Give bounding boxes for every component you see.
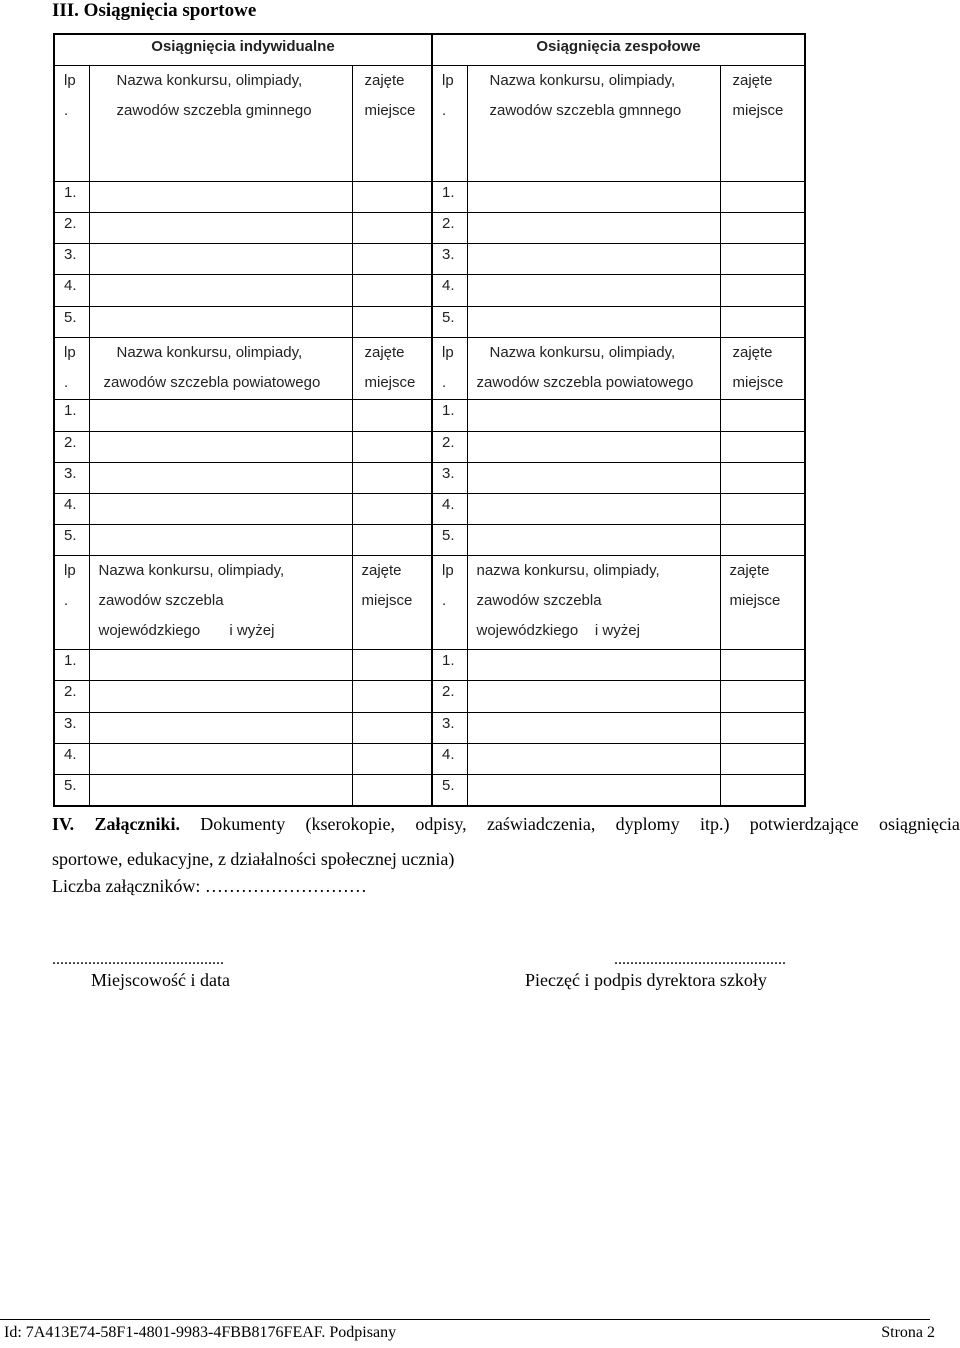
name-header-powiat-team: Nazwa konkursu, olimpiady, zawodów szczebla powiatowego <box>467 337 720 399</box>
place-date-field[interactable]: ........................................... <box>52 951 224 968</box>
lp-header: lp . <box>432 556 467 650</box>
attachments-count-field[interactable]: ……………………… <box>204 876 367 896</box>
lp-header: lp . <box>432 337 467 399</box>
name-header-gmina-team: Nazwa konkursu, olimpiady, zawodów szczebla gmnnego <box>467 65 720 181</box>
director-signature-label: Pieczęć i podpis dyrektora szkoły <box>525 970 767 990</box>
individual-header: Osiągnięcia indywidualne <box>54 34 432 65</box>
place-date-label: Miejscowość i data <box>91 970 230 990</box>
place-header: zajęte miejsce <box>720 337 805 399</box>
place-header: zajęte miejsce <box>352 65 432 181</box>
page-number: Strona 2 <box>881 1324 935 1341</box>
name-header-woj-team: nazwa konkursu, olimpiady, zawodów szczebla wojewódzkiego i wyżej <box>467 556 720 650</box>
woj-header-row <box>54 556 805 650</box>
attachments-count <box>52 876 367 897</box>
footer-divider <box>0 1319 930 1320</box>
table-row: 5. 5. <box>54 775 805 806</box>
section-iv-number: IV. <box>52 814 75 834</box>
lp-header: lp . <box>54 337 89 399</box>
lp-header: lp . <box>54 65 89 181</box>
place-header: zajęte miejsce <box>720 65 805 181</box>
section-iv-title: Załączniki. <box>94 814 180 834</box>
name-header-powiat-individual: Nazwa konkursu, olimpiady, zawodów szczebla powiatowego <box>89 337 352 399</box>
place-header: zajęte miejsce <box>352 337 432 399</box>
table-row: 2. 2. <box>54 681 805 712</box>
table-row: 4. 4. <box>54 743 805 774</box>
section-iv-line2: sportowe, edukacyjne, z działalności społecznej ucznia) <box>52 849 455 869</box>
table-row: 1. 1. <box>54 181 805 212</box>
director-signature-field[interactable]: ........................................... <box>614 951 786 968</box>
table-row: 1. 1. <box>54 400 805 431</box>
name-header-gmina-individual: Nazwa konkursu, olimpiady, zawodów szczebla gminnego <box>89 65 352 181</box>
achievements-table <box>53 33 806 807</box>
table-row: 1. 1. <box>54 650 805 681</box>
place-header: zajęte miejsce <box>720 556 805 650</box>
table-row: 2. 2. <box>54 431 805 462</box>
section-iii-title: III. Osiągnięcia sportowe <box>52 0 257 21</box>
section-iv-line1: IV. Załączniki. Dokumenty (kserokopie, odpisy, zaświadczenia, dyplomy itp.) potwierdzające osiągnięcia <box>52 807 960 842</box>
table-row: 3. 3. <box>54 712 805 743</box>
powiat-header-row <box>54 337 805 399</box>
table-row: 5. 5. <box>54 306 805 337</box>
section-iv <box>52 807 960 877</box>
name-header-woj-individual: Nazwa konkursu, olimpiady, zawodów szczebla wojewódzkiego i wyżej <box>89 556 352 650</box>
lp-header: lp . <box>54 556 89 650</box>
table-row: 5. 5. <box>54 525 805 556</box>
gmina-header-row <box>54 65 805 181</box>
attachments-count-label: Liczba załączników: <box>52 876 201 896</box>
table-row: 4. 4. <box>54 275 805 306</box>
table-row: 4. 4. <box>54 493 805 524</box>
team-header: Osiągnięcia zespołowe <box>432 34 805 65</box>
table-row: 3. 3. <box>54 244 805 275</box>
place-header: zajęte miejsce <box>352 556 432 650</box>
table-row: 2. 2. <box>54 212 805 243</box>
document-id: Id: 7A413E74-58F1-4801-9983-4FBB8176FEAF. Podpisany <box>4 1324 397 1341</box>
lp-header: lp . <box>432 65 467 181</box>
table-row: 3. 3. <box>54 462 805 493</box>
